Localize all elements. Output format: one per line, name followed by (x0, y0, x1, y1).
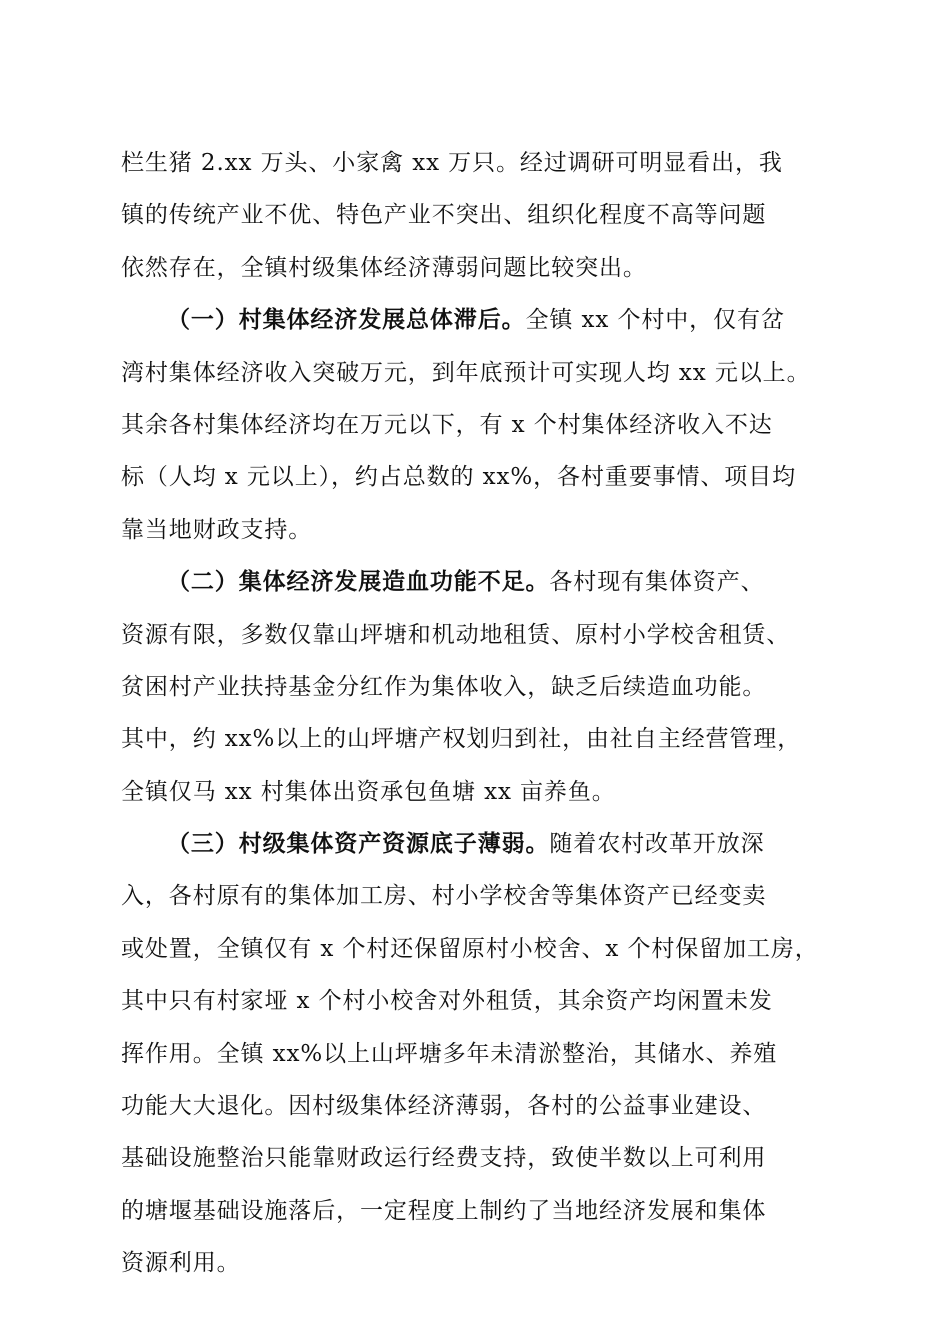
paragraph-line: 镇的传统产业不优、特色产业不突出、组织化程度不高等问题 (121, 202, 767, 229)
paragraph-first-line (121, 299, 841, 351)
paragraph-line: 功能大大退化。因村级集体经济薄弱，各村的公益事业建设、 (121, 1093, 767, 1120)
paragraph-line: 或处置，全镇仅有 x 个村还保留原村小校舍、x 个村保留加工房， (121, 935, 819, 962)
paragraph-line: 其余各村集体经济均在万元以下，有 x 个村集体经济收入不达 (121, 411, 773, 438)
paragraph-section-1 (121, 299, 841, 561)
paragraph-text: 随着农村改革开放深 (549, 831, 765, 858)
section-heading: （三）村级集体资产资源底子薄弱。 (167, 830, 550, 858)
paragraph-line: 贫困村产业扶持基金分红作为集体收入，缺乏后续造血功能。 (121, 673, 767, 700)
paragraph-line: 的塘堰基础设施落后，一定程度上制约了当地经济发展和集体 (121, 1197, 767, 1224)
paragraph-first-line (121, 823, 841, 875)
paragraph-line: 基础设施整治只能靠财政运行经费支持，致使半数以上可利用 (121, 1145, 767, 1172)
paragraph-first-line (121, 561, 841, 613)
paragraph-line: 入，各村原有的集体加工房、村小学校舍等集体资产已经变卖 (121, 883, 767, 910)
paragraph-line: 挥作用。全镇 xx%以上山坪塘多年未清淤整治，其储水、养殖 (121, 1040, 778, 1067)
paragraph-line: 靠当地财政支持。 (121, 516, 313, 543)
paragraph-line: 其中只有村家垭 x 个村小校舍对外租赁，其余资产均闲置未发 (121, 988, 773, 1015)
paragraph-line: 栏生猪 2.xx 万头、小家禽 xx 万只。经过调研可明显看出，我 (121, 150, 783, 176)
paragraph-line: 标（人均 x 元以上），约占总数的 xx%，各村重要事情、项目均 (121, 464, 797, 491)
paragraph-line: 依然存在，全镇村级集体经济薄弱问题比较突出。 (121, 254, 647, 281)
paragraph-section-2 (121, 561, 841, 823)
paragraph-line: 资源有限，多数仅靠山坪塘和机动地租赁、原村小学校舍租赁、 (121, 621, 791, 648)
paragraph-section-3 (121, 823, 841, 1295)
section-heading: （二）集体经济发展造血功能不足。 (167, 568, 550, 596)
document-body (121, 142, 841, 1295)
paragraph-text: 各村现有集体资产、 (549, 569, 765, 596)
paragraph-line: 资源利用。 (121, 1250, 241, 1277)
section-heading: （一）村集体经济发展总体滞后。 (167, 306, 526, 334)
paragraph-line: 全镇仅马 xx 村集体出资承包鱼塘 xx 亩养鱼。 (121, 778, 616, 805)
paragraph-text: 全镇 xx 个村中，仅有岔 (525, 307, 785, 334)
paragraph-line: 湾村集体经济收入突破万元，到年底预计可实现人均 xx 元以上。 (121, 359, 811, 386)
paragraph-continuation (121, 142, 841, 299)
paragraph-line: 其中，约 xx%以上的山坪塘产权划归到社，由社自主经营管理， (121, 726, 802, 753)
